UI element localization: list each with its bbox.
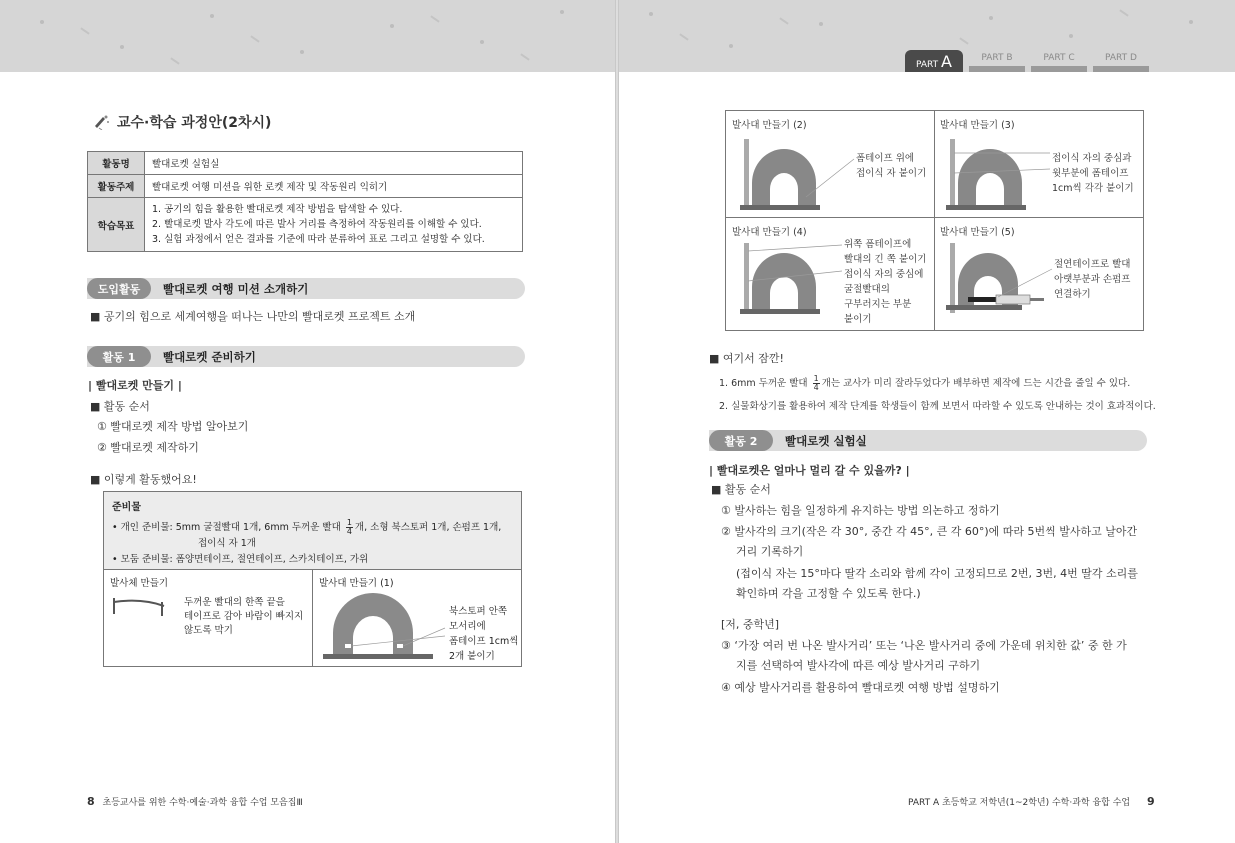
activity2-step-cont: 거리 기록하기 — [736, 545, 804, 558]
lesson-info-table — [87, 151, 523, 252]
activity2-subhead: | 빨대로켓은 얼마나 멀리 갈 수 있을까? | — [709, 464, 910, 477]
activity1-bar — [87, 346, 525, 367]
arch-straw-illustration — [736, 241, 844, 321]
cell-note: 위쪽 폼테이프에 빨대의 긴 쪽 붙이기 접이식 자의 중심에 굴절빨대의 구부러지는 부분 붙이기 — [844, 239, 927, 325]
row-label: 활동명 — [88, 152, 145, 175]
fraction: $\frac{1}{4}$ — [813, 374, 819, 392]
tab-part-d[interactable]: PART D — [1093, 50, 1149, 72]
table-row — [88, 175, 523, 198]
activity1-step: ① 빨대로켓 제작 방법 알아보기 — [97, 420, 249, 433]
activity2-step: ① 발사하는 힘을 일정하게 유지하는 방법 의논하고 정하기 — [721, 504, 1000, 517]
activity1-order-label: ■ 활동 순서 — [90, 400, 150, 413]
goal-item: 1. 공기의 힘을 활용한 빨대로켓 제작 방법을 탐색할 수 있다. — [152, 204, 403, 215]
group-materials: • 모둠 준비물: 폼양면테이프, 절연테이프, 스카치테이프, 가위 — [112, 554, 369, 565]
cell-note: 접이식 자의 중심과 윗부분에 폼테이프 1cm씩 각각 붙이기 — [1052, 153, 1134, 194]
page-number: 8 — [87, 795, 95, 808]
tab-part-c[interactable]: PART C — [1031, 50, 1087, 72]
activity2-step-cont: (접이식 자는 15°마다 딸각 소리와 함께 각이 고정되므로 2번, 3번, 4번 딸각 소리를 — [736, 567, 1138, 580]
cell-title: 발사대 만들기 (1) — [319, 578, 394, 589]
arch-ruler-illustration — [942, 135, 1052, 215]
activity2-step: ③ ‘가장 여러 번 나온 발사거리’ 또는 ‘나온 발사거리 중에 가운데 위치한 값’ 중 한 가 — [721, 639, 1127, 652]
arch-pump-illustration — [942, 241, 1054, 321]
personal-materials-line2: 접이식 자 1개 — [198, 538, 256, 549]
cell-note: 절연테이프로 빨대 아랫부분과 손펌프 연결하기 — [1054, 259, 1131, 300]
goal-item: 2. 빨대로켓 발사 각도에 따른 발사 거리를 측정하여 작동원리를 이해할 수 있다. — [152, 219, 482, 230]
cell-note: 북스토퍼 안쪽 모서리에 폼테이프 1cm씩 2개 붙이기 — [449, 606, 519, 662]
activity2-grade: [저, 중학년] — [721, 618, 780, 631]
left-page — [0, 0, 616, 843]
activity2-step-cont: 지를 선택하여 발사각에 따른 예상 발사거리 구하기 — [736, 659, 981, 672]
tip-label: ■ 여기서 잠깐! — [709, 352, 784, 365]
activity1-did-label: ■ 이렇게 활동했어요! — [90, 473, 197, 486]
goal-item: 3. 실험 과정에서 얻은 결과를 기준에 따라 분류하여 표로 그리고 설명할 수 있다. — [152, 234, 485, 245]
activity2-step: ④ 예상 발사거리를 활용하여 빨대로켓 여행 방법 설명하기 — [721, 681, 1000, 694]
tip-line: 2. 실물화상기를 활용하여 제작 단계를 학생들이 함께 보면서 따라할 수 있도록 안내하는 것이 효과적이다. — [719, 401, 1156, 412]
title-text: 교수·학습 과정안(2차시) — [117, 115, 272, 131]
row-value: 빨대로켓 실험실 — [145, 152, 523, 175]
page-number: 9 — [1146, 795, 1155, 808]
personal-materials: • 개인 준비물: 5mm 굴절빨대 1개, 6mm 두꺼운 빨대 $\frac{1}{4}$ 개, 소형 북스토퍼 1개, 손펌프 1개, — [112, 518, 502, 536]
header-band-right — [619, 0, 1235, 72]
activity2-step: ② 발사각의 크기(작은 각 30°, 중간 각 45°, 큰 각 60°)에 따라 5번씩 발사하고 날아간 — [721, 525, 1138, 538]
intro-activity-bar — [87, 278, 525, 299]
cell-launcher-body — [104, 570, 313, 666]
launchpad-steps-grid — [725, 110, 1144, 331]
fraction: $\frac{1}{4}$ — [346, 518, 352, 536]
goals-cell — [145, 198, 523, 252]
activity2-order-label: ■ 활동 순서 — [711, 483, 771, 496]
materials-head: 준비물 — [112, 502, 141, 513]
activity2-step-cont: 확인하며 각을 고정할 수 있도록 한다.) — [736, 587, 921, 600]
materials-list — [104, 492, 521, 570]
activity1-pill: 활동 1 — [87, 346, 151, 367]
cell-note: 폼테이프 위에 접이식 자 붙이기 — [856, 153, 927, 179]
activity1-step: ② 빨대로켓 제작하기 — [97, 441, 199, 454]
materials-box — [103, 491, 522, 667]
cell-title: 발사대 만들기 (4) — [732, 227, 807, 238]
activity2-title: 빨대로켓 실험실 — [785, 433, 867, 448]
right-page — [619, 0, 1235, 843]
right-footer — [908, 795, 1155, 808]
row-value: 빨대로켓 여행 미션을 위한 로켓 제작 및 작동원리 익히기 — [145, 175, 523, 198]
cell-title: 발사대 만들기 (3) — [940, 120, 1015, 131]
straw-illustration — [112, 594, 182, 624]
rocket-pencil-icon — [93, 114, 111, 130]
arch-ruler-illustration — [736, 135, 856, 215]
activity1-title: 빨대로켓 준비하기 — [163, 349, 256, 364]
table-row — [88, 152, 523, 175]
footer-text: 초등교사를 위한 수학·예술·과학 융합 수업 모음집Ⅲ — [102, 798, 303, 808]
intro-bullet: ■ 공기의 힘으로 세계여행을 떠나는 나만의 빨대로켓 프로젝트 소개 — [90, 310, 416, 323]
header-band-left — [0, 0, 616, 72]
row-label: 활동주제 — [88, 175, 145, 198]
activity2-bar — [709, 430, 1147, 451]
row-label: 학습목표 — [88, 198, 145, 252]
activity2-pill: 활동 2 — [709, 430, 773, 451]
activity1-subhead: | 빨대로켓 만들기 | — [88, 379, 182, 392]
table-row — [88, 198, 523, 252]
intro-pill: 도입활동 — [87, 278, 151, 299]
arch-illustration — [323, 588, 448, 663]
cell-launchpad-1 — [313, 570, 521, 666]
intro-title: 빨대로켓 여행 미션 소개하기 — [163, 281, 309, 296]
cell-title: 발사대 만들기 (5) — [940, 227, 1015, 238]
tab-part-a[interactable]: PART A — [905, 50, 963, 72]
tab-part-b[interactable]: PART B — [969, 50, 1025, 72]
tip-line: 1. 6mm 두꺼운 빨대 $\frac{1}{4}$ 개는 교사가 미리 잘라두었다가 배부하면 제작에 드는 시간을 줄일 수 있다. — [719, 374, 1131, 392]
footer-text: PART A 초등학교 저학년(1~2학년) 수학·과학 융합 수업 — [908, 798, 1131, 808]
left-footer — [87, 795, 303, 808]
cell-title: 발사대 만들기 (2) — [732, 120, 807, 131]
cell-note: 두꺼운 빨대의 한쪽 끝을 테이프로 감아 바람이 빠지지 않도록 막기 — [184, 597, 304, 636]
cell-title: 발사체 만들기 — [110, 578, 169, 589]
lesson-plan-title — [93, 112, 271, 132]
